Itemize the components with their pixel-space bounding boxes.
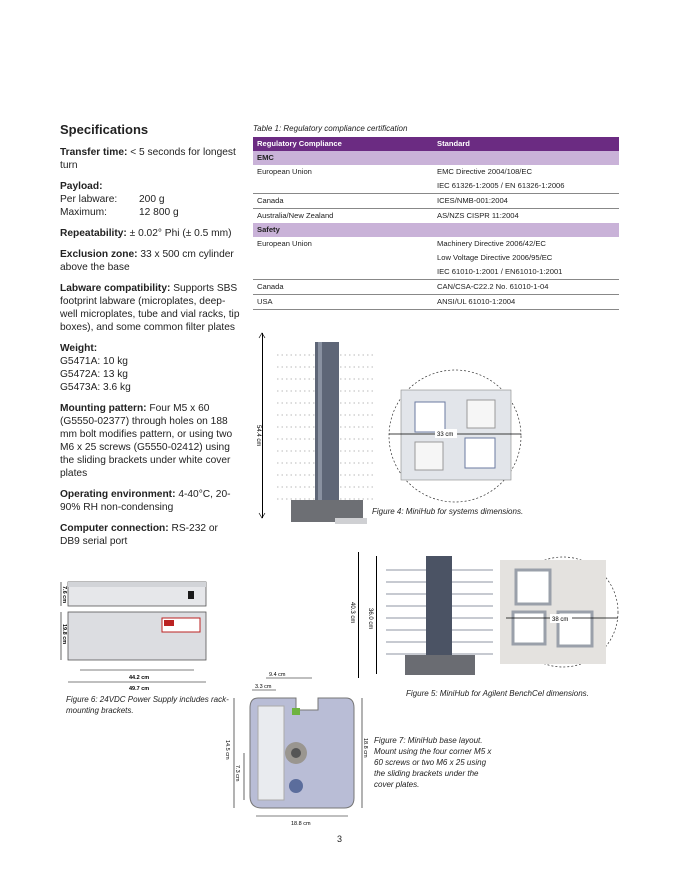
page-number: 3 <box>337 834 343 844</box>
fig6-h1-label: 7.6 cm <box>61 586 67 604</box>
fig5-inner-label: 36.0 cm <box>367 608 373 630</box>
fig7-left2-label: 7.3 cm <box>234 765 240 782</box>
spec-weight: Weight: G5471A: 10 kg G5472A: 13 kg G5473A: 3.6 kg <box>60 343 131 393</box>
figure-7-caption: Figure 7: MiniHub base layout. Mount using the four corner M5 x 60 screws or two M6 x 25 using the sliding brackets under the cover plates. <box>374 736 492 789</box>
figure-6-power-supply <box>58 578 218 693</box>
fig7-topleft-label: 3.3 cm <box>255 684 272 690</box>
col-header-compliance: Regulatory Compliance <box>253 137 433 151</box>
table-row: Australia/New Zealand AS/NZS CISPR 11:2004 <box>257 211 519 220</box>
spec-repeatability: Repeatability: ± 0.02° Phi (± 0.5 mm) <box>60 228 232 239</box>
fig6-w1-label: 44.2 cm <box>129 675 150 681</box>
figure-5-minihub-benchcel <box>348 550 628 682</box>
figure-7-base-layout <box>222 668 370 830</box>
fig5-width-label: 38 cm <box>552 617 569 623</box>
fig5-outer-label: 40.3 cm <box>349 602 355 624</box>
fig7-right-label: 18.8 cm <box>362 738 368 758</box>
fig7-bottom-label: 18.8 cm <box>291 821 311 827</box>
section-safety: Safety <box>253 223 619 237</box>
figure-4-minihub-systems <box>255 330 525 525</box>
specifications-column <box>60 123 240 556</box>
table-row: Canada CAN/CSA-C22.2 No. 61010-1-04 <box>253 280 619 295</box>
table-row: IEC 61326-1:2005 / EN 61326-1:2006 <box>253 179 619 194</box>
col-header-standard: Standard <box>433 137 619 151</box>
figure-4-caption: Figure 4: MiniHub for systems dimensions. <box>372 507 524 516</box>
table-row: European Union Machinery Directive 2006/42/EC <box>257 239 546 248</box>
fig4-width-label: 33 cm <box>437 432 454 438</box>
spec-operating: Operating environment: 4-40°C, 20-90% RH non-condensing <box>60 489 231 513</box>
table-caption: Table 1: Regulatory compliance certification <box>253 124 408 133</box>
spec-exclusion-zone: Exclusion zone: 33 x 500 cm cylinder above the base <box>60 249 234 273</box>
fig7-top-label: 9.4 cm <box>269 672 286 678</box>
spec-labware: Labware compatibility: Supports SBS footprint labware (microplates, deep-well microplates, tube and vial racks, tip boxes), and some common filter plates <box>60 283 240 333</box>
fig7-left1-label: 14.5 cm <box>224 740 230 760</box>
figure-6-caption: Figure 6: 24VDC Power Supply includes rack-mounting brackets. <box>66 695 229 715</box>
table-row: USA ANSI/UL 61010-1:2004 <box>253 295 619 310</box>
fig4-height-label: 54.4 cm <box>255 425 261 447</box>
table-row: European Union EMC Directive 2004/108/EC <box>257 167 532 176</box>
fig6-w2-label: 49.7 cm <box>129 686 150 692</box>
compliance-table <box>253 137 619 310</box>
figure-5-caption: Figure 5: MiniHub for Agilent BenchCel dimensions. <box>406 689 589 698</box>
table-row: Low Voltage Directive 2006/95/EC <box>437 253 553 262</box>
specs-heading: Specifications <box>60 122 149 137</box>
spec-transfer-time: Transfer time: < 5 seconds for longest turn <box>60 147 236 171</box>
table-header <box>253 137 619 151</box>
spec-payload: Payload: Per labware: 200 g Maximum: 12 800 g <box>60 181 179 218</box>
fig6-h2-label: 19.8 cm <box>61 624 67 645</box>
section-emc: EMC <box>253 151 619 165</box>
spec-mounting: Mounting pattern: Four M5 x 60 (G5550-02377) through holes on 188 mm bolt modifies pattern, or using two M6 x 25 screws (G5550-02412) using the sliding brackets under white cover plates <box>60 403 233 479</box>
spec-computer: Computer connection: RS-232 or DB9 serial port <box>60 523 218 547</box>
table-row: IEC 61010-1:2001 / EN61010-1:2001 <box>253 265 619 280</box>
table-row: Canada ICES/NMB-001:2004 <box>253 194 619 209</box>
